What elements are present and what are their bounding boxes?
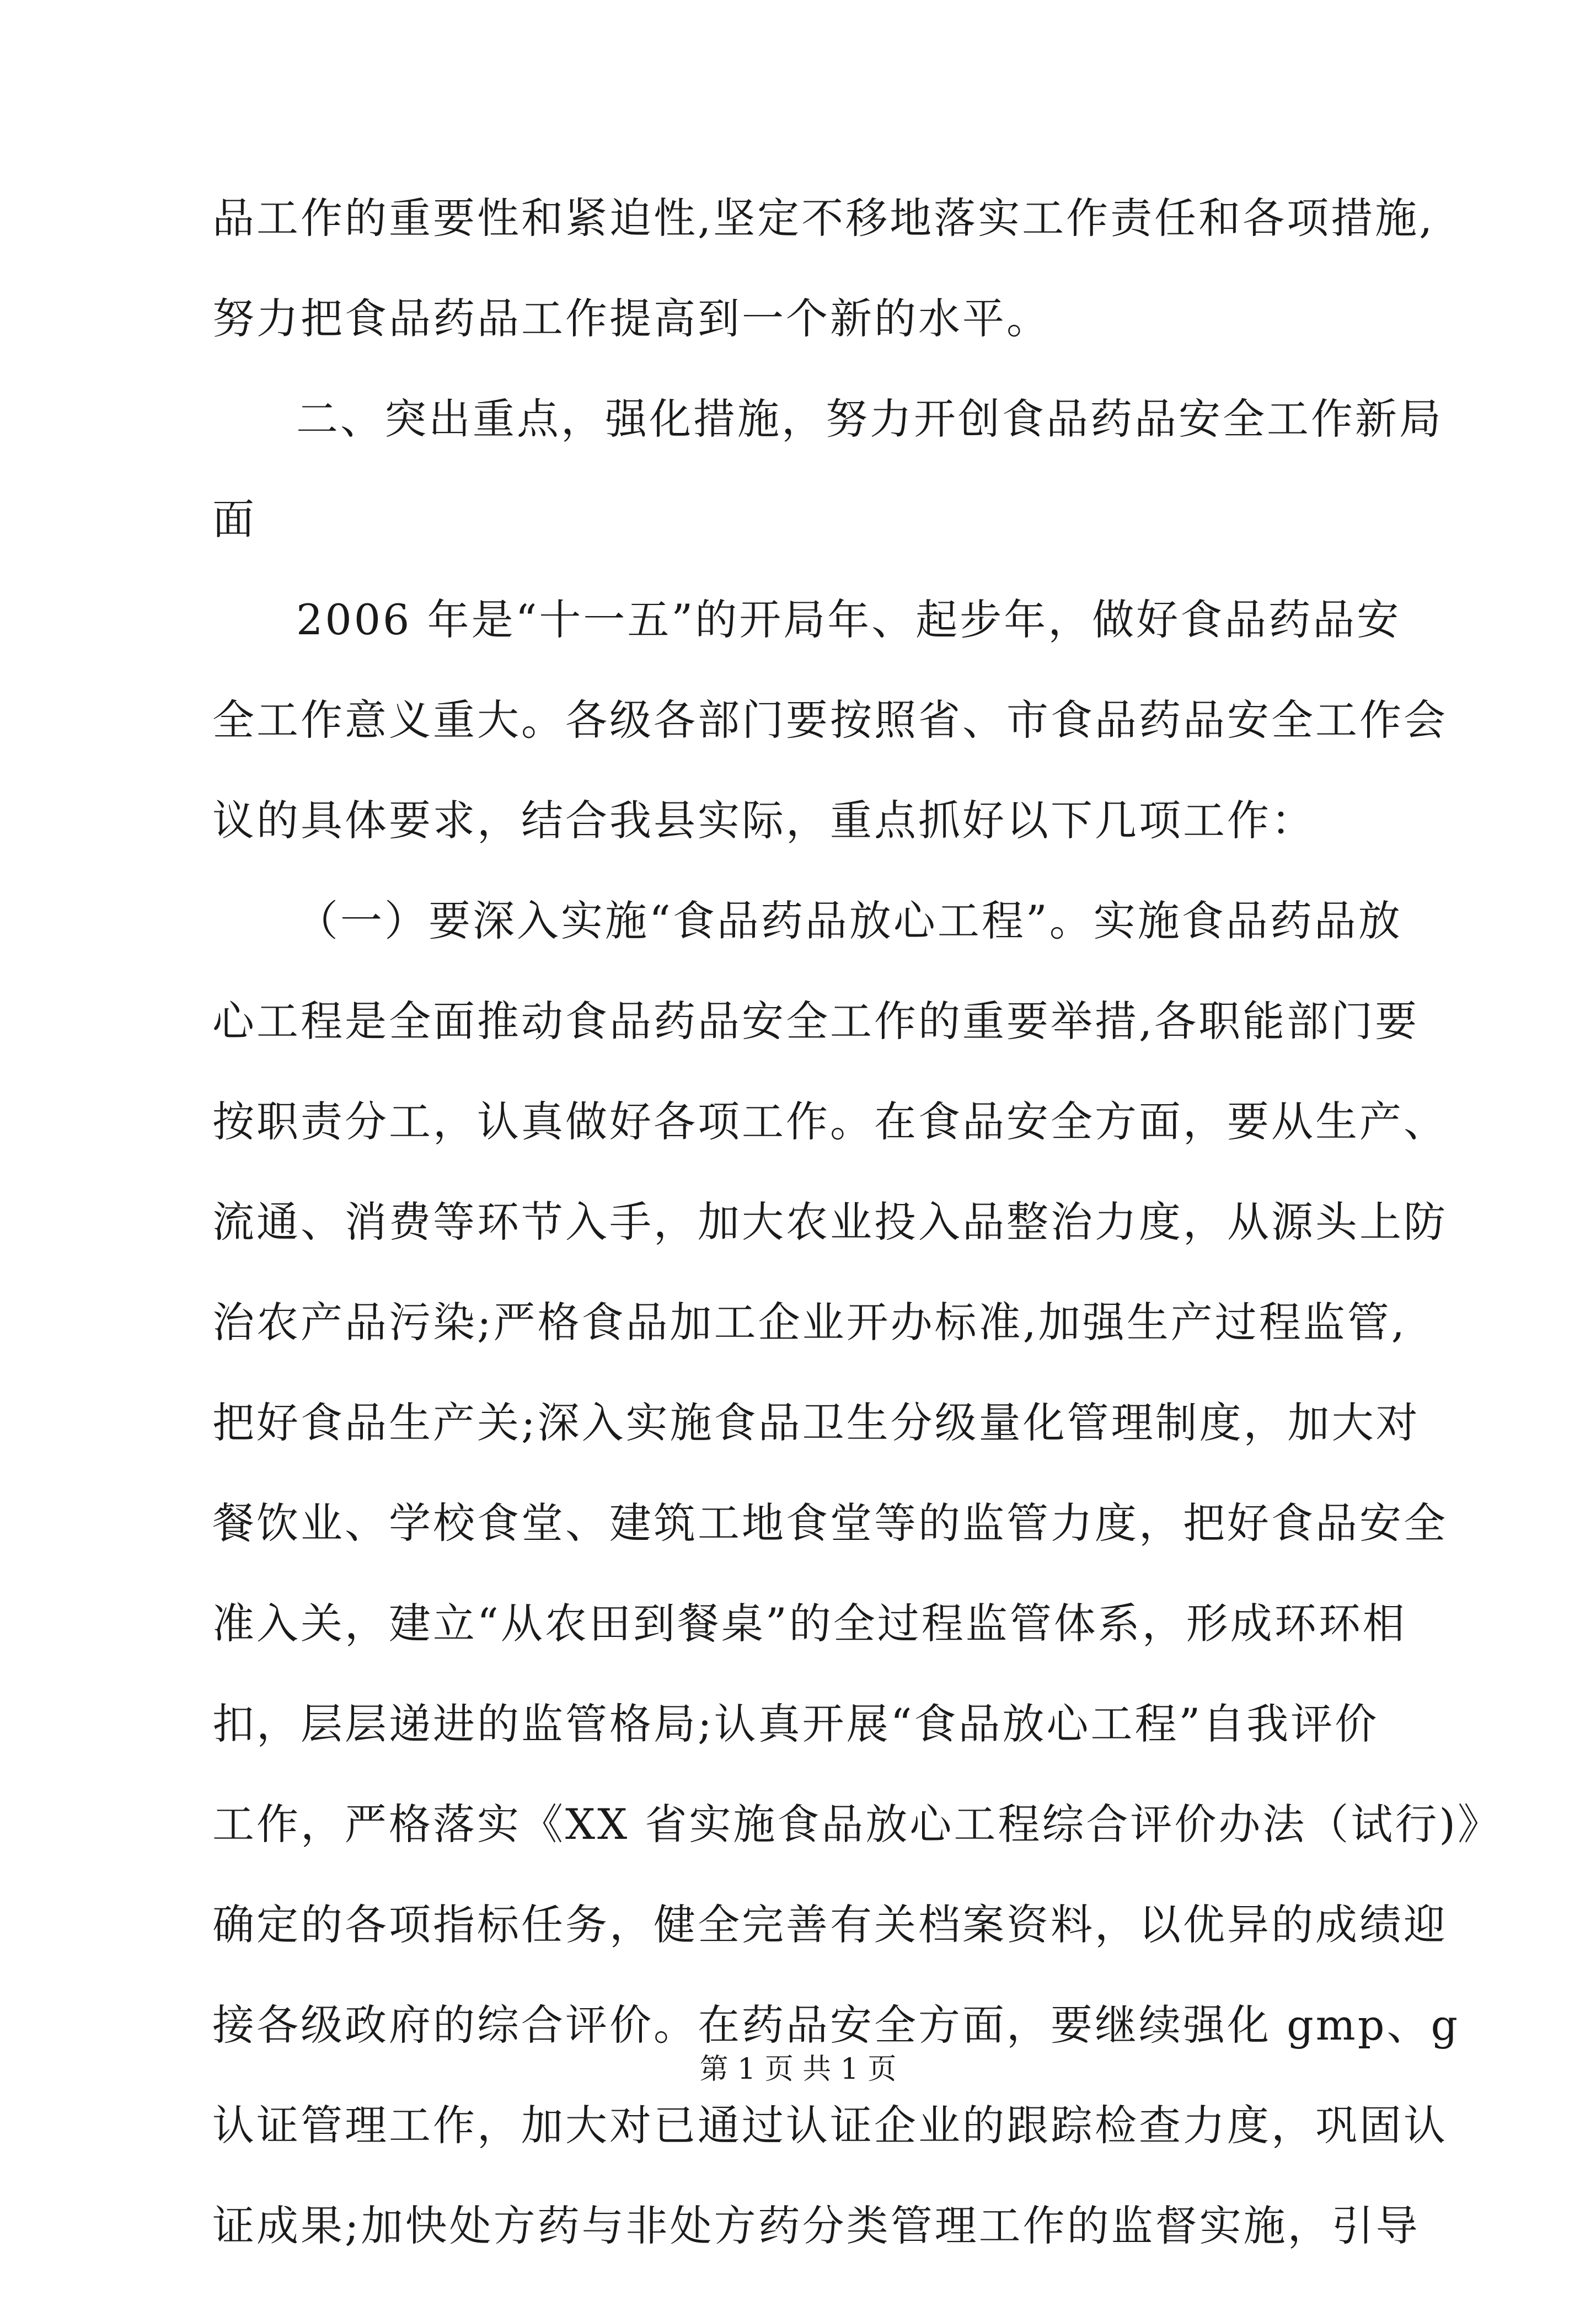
text-line: 心工程是全面推动食品药品安全工作的重要举措,各职能部门要 [212, 997, 1420, 1046]
text-line: 证成果;加快处方药与非处方药分类管理工作的监督实施，引导 [212, 2201, 1420, 2250]
text-line: 餐饮业、学校食堂、建筑工地食堂等的监管力度，把好食品安全 [212, 1499, 1448, 1548]
text-line: 工作，严格落实《XX 省实施食品放心工程综合评价办法（试行)》 [212, 1800, 1502, 1849]
text-line: 确定的各项指标任务，健全完善有关档案资料，以优异的成绩迎 [212, 1900, 1448, 1949]
paragraph-start: 2006 年是“十一五”的开局年、起步年，做好食品药品安 [296, 595, 1401, 644]
text-line: 认证管理工作，加大对已通过认证企业的跟踪检查力度，巩固认 [212, 2101, 1448, 2150]
document-body [212, 193, 1502, 2301]
text-line: 治农产品污染;严格食品加工企业开办标准,加强生产过程监管, [212, 1298, 1407, 1347]
text-line: 按职责分工，认真做好各项工作。在食品安全方面，要从生产、 [212, 1097, 1448, 1146]
text-line: 流通、消费等环节入手，加大农业投入品整治力度，从源头上防 [212, 1197, 1448, 1246]
text-line: 议的具体要求，结合我县实际，重点抓好以下几项工作： [212, 796, 1315, 845]
text-line: 全工作意义重大。各级各部门要按照省、市食品药品安全工作会 [212, 695, 1448, 745]
text-line: 把好食品生产关;深入实施食品卫生分级量化管理制度，加大对 [212, 1398, 1420, 1447]
text-line: 准入关，建立“从农田到餐桌”的全过程监管体系，形成环环相 [212, 1599, 1407, 1648]
section-heading: 二、突出重点，强化措施，努力开创食品药品安全工作新局 [296, 394, 1443, 443]
section-heading-continuation: 面 [212, 495, 256, 544]
text-line: 接各级政府的综合评价。在药品安全方面，要继续强化 gmp、g [212, 2000, 1460, 2050]
page-number-label: 第 1 页 共 1 页 [699, 2053, 897, 2086]
text-line: 品工作的重要性和紧迫性,坚定不移地落实工作责任和各项措施, [212, 194, 1435, 243]
subsection-start: （一）要深入实施“食品药品放心工程”。实施食品药品放 [296, 896, 1402, 945]
text-line: 扣，层层递进的监管格局;认真开展“食品放心工程”自我评价 [212, 1699, 1379, 1748]
page-footer [0, 2052, 1596, 2087]
text-line: 努力把食品药品工作提高到一个新的水平。 [212, 294, 1051, 343]
